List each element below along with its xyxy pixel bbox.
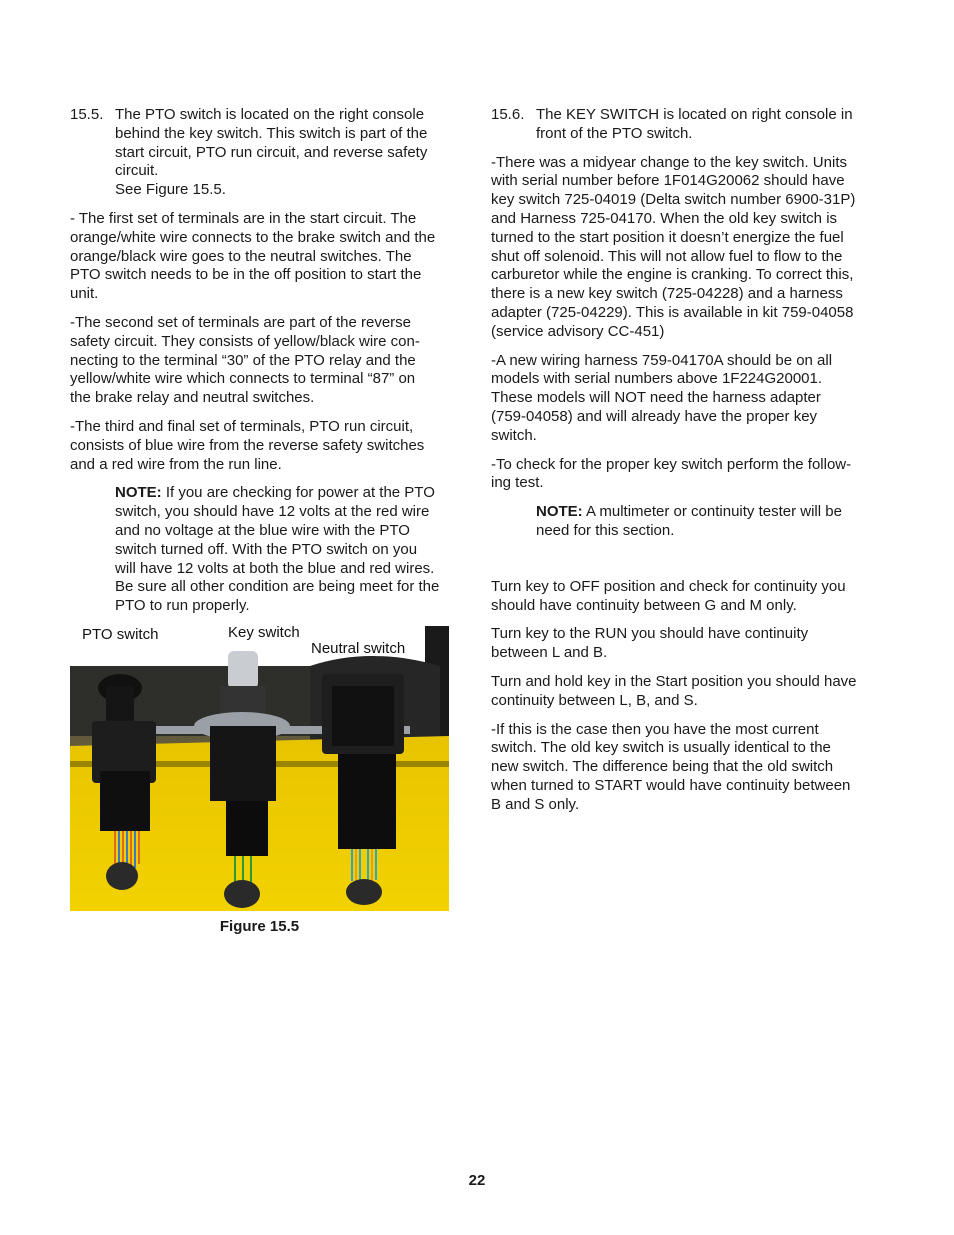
section-15-6: [491, 106, 871, 144]
text-line: See Figure 15.5.: [115, 181, 226, 199]
section-body: [536, 106, 871, 144]
text-line: circuit.: [115, 162, 159, 180]
paragraph-start-test: Turn and hold key in the Start position you should have continuity between L, B, and S.: [491, 672, 857, 709]
label-key-switch: Key switch: [228, 626, 300, 641]
note-multimeter: NOTE: A multimeter or continuity tester will be need for this section.: [536, 503, 842, 539]
text-line: start circuit, PTO run circuit, and reverse safety: [115, 143, 428, 161]
paragraph-new-harness: -A new wiring harness 759-04170A should be on all models with serial numbers above 1F224G20001. These models will NOT need the harness adapter (759-04058) and will already have the proper key switch.: [491, 351, 833, 444]
section-15-5: [70, 106, 450, 200]
section-number: 15.5.: [70, 106, 104, 123]
paragraph-run-test: Turn key to the RUN you should have continuity between L and B.: [491, 625, 809, 662]
label-neutral-switch: Neutral switch: [311, 640, 406, 657]
figure-15-5-photo: [70, 626, 449, 911]
paragraph-off-test: Turn key to OFF position and check for continuity you should have continuity between G and M only.: [491, 577, 846, 614]
label-pto-switch: PTO switch: [82, 626, 159, 643]
left-column: [70, 106, 450, 626]
text-line: The PTO switch is located on the right console: [115, 106, 425, 123]
paragraph-test-intro: -To check for the proper key switch perform the follow- ing test.: [491, 455, 852, 492]
switches-photo: [70, 626, 449, 911]
paragraph-start-circuit: - The first set of terminals are in the start circuit. The orange/white wire connects to the brake switch and the orange/black wire goes to the neutral switches. The PTO switch needs to be in the off position to start the unit.: [70, 209, 436, 303]
paragraph-reverse-safety: -The second set of terminals are part of the reverse safety circuit. They consists of yellow/black wire con- necting to the terminal “30” of the PTO relay and the yellow/white wire which connects to terminal “87” on the brake relay and neutral switches.: [70, 313, 420, 407]
paragraph-result: -If this is the case then you have the most current switch. The old key switch is usually identical to the new switch. The difference being that the old switch when turned to START would have continuity between B and S only.: [491, 720, 851, 813]
section-body: [115, 106, 450, 200]
text-line: The KEY SWITCH is located on right console in: [536, 106, 853, 123]
right-column: [491, 106, 871, 825]
note-pto-power: NOTE: If you are checking for power at the PTO switch, you should have 12 volts at the red wire and no voltage at the blue wire with the PTO switch turned off. With the PTO switch on you will have 12 volts at both the blue and red wires. Be sure all other condition are being meet for the PTO to run properly.: [115, 484, 440, 615]
figure-caption: Figure 15.5: [219, 918, 300, 935]
paragraph-midyear-change: -There was a midyear change to the key switch. Units with serial number before 1F014G20062 should have key switch 725-04019 (Delta switch number 6900-31P) and Harness 725-04170. When the old key switch is turned to the start position it doesn’t energize the fuel shut off solenoid. This will not allow fuel to flow to the carburetor while the engine is cranking. To correct this, there is a new key switch (725-04228) and a harness adapter (725-04229). This is available in kit 759-04058 (service advisory CC-451): [491, 153, 856, 340]
paragraph-pto-run-circuit: -The third and final set of terminals, PTO run circuit, consists of blue wire from the reverse safety switches and a red wire from the run line.: [70, 417, 425, 473]
text-line: behind the key switch. This switch is part of the: [115, 124, 428, 142]
text-line: front of the PTO switch.: [536, 124, 693, 142]
section-number: 15.6.: [491, 106, 525, 123]
page-number: 22: [468, 1172, 486, 1189]
